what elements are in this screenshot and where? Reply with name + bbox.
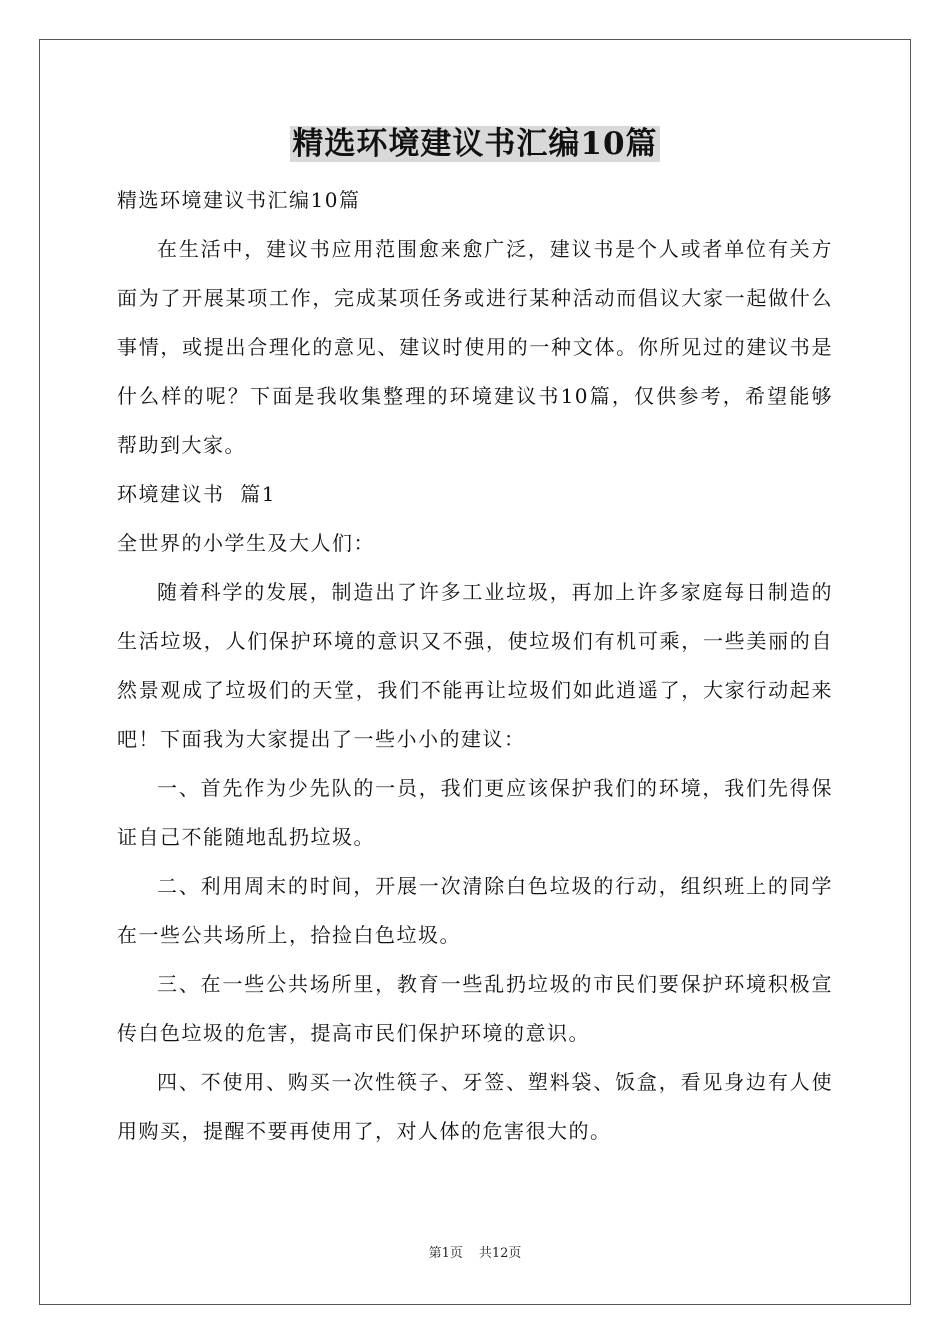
body-paragraph: 一、首先作为少先队的一员，我们更应该保护我们的环境，我们先得保证自己不能随地乱扔垃圾。	[117, 776, 833, 849]
body-paragraph: 随着科学的发展，制造出了许多工业垃圾，再加上许多家庭每日制造的生活垃圾，人们保护环境的意识又不强，使垃圾们有机可乘，一些美丽的自然景观成了垃圾们的天堂，我们不能再让垃圾们如此逍遥了，大家行动起来吧！下面我为大家提出了一些小小的建议：	[117, 580, 833, 751]
document-title	[0, 121, 950, 167]
salutation: 全世界的小学生及大人们：	[117, 531, 375, 555]
page-footer	[0, 1244, 950, 1264]
body-paragraph: 四、不使用、购买一次性筷子、牙签、塑料袋、饭盒，看见身边有人使用购买，提醒不要再使用了，对人体的危害很大的。	[117, 1070, 833, 1143]
page-number: 第1页	[428, 1246, 463, 1261]
subtitle-line: 精选环境建议书汇编10篇	[117, 188, 361, 212]
document-title-text: 精选环境建议书汇编10篇	[292, 126, 658, 162]
intro-paragraph: 在生活中，建议书应用范围愈来愈广泛，建议书是个人或者单位有关方面为了开展某项工作，完成某项任务或进行某种活动而倡议大家一起做什么事情，或提出合理化的意见、建议时使用的一种文体。你所见过的建议书是什么样的呢？下面是我收集整理的环境建议书10篇，仅供参考，希望能够帮助到大家。	[117, 237, 833, 457]
page-total: 共12页	[478, 1246, 522, 1261]
body-paragraph: 三、在一些公共场所里，教育一些乱扔垃圾的市民们要保护环境积极宣传白色垃圾的危害，提高市民们保护环境的意识。	[117, 972, 833, 1045]
body-paragraph: 二、利用周末的时间，开展一次清除白色垃圾的行动，组织班上的同学在一些公共场所上，拾捡白色垃圾。	[117, 874, 833, 947]
document-body	[117, 176, 833, 1156]
section-heading: 环境建议书 篇1	[117, 482, 276, 506]
